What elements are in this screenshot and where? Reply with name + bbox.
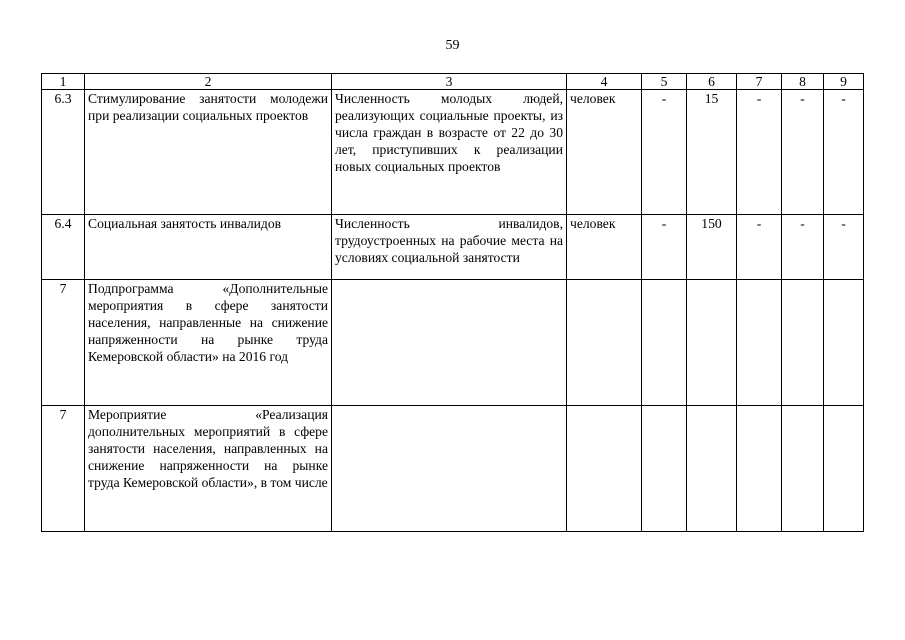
value-cell-5	[642, 406, 687, 532]
row-number-cell: 6.3	[42, 90, 85, 215]
table-row	[42, 406, 864, 532]
indicator-cell	[332, 280, 567, 406]
indicator-cell: Численность инвалидов, трудоустроенных на рабочие места на условиях социальной занятости	[332, 215, 567, 280]
measure-name-cell: Стимулирование занятости молодежи при реализации социальных проектов	[85, 90, 332, 215]
unit-cell	[567, 406, 642, 532]
row-number-cell: 7	[42, 280, 85, 406]
value-cell-5	[642, 280, 687, 406]
measure-name-cell: Социальная занятость инвалидов	[85, 215, 332, 280]
value-cell-8	[782, 280, 824, 406]
column-header: 2	[85, 74, 332, 90]
value-cell-7: -	[737, 90, 782, 215]
indicator-cell: Численность молодых людей, реализующих социальные проекты, из числа граждан в возрасте от 22 до 30 лет, приступивших к реализации новых социальных проектов	[332, 90, 567, 215]
value-cell-9: -	[824, 90, 864, 215]
column-header: 9	[824, 74, 864, 90]
measure-name-cell: Мероприятие «Реализация дополнительных мероприятий в сфере занятости населения, направленных на снижение напряженности на рынке труда Кемеровской области», в том числе	[85, 406, 332, 532]
value-cell-5: -	[642, 90, 687, 215]
column-header: 4	[567, 74, 642, 90]
value-cell-6	[687, 280, 737, 406]
table-row	[42, 215, 864, 280]
value-cell-6: 150	[687, 215, 737, 280]
unit-cell: человек	[567, 90, 642, 215]
value-cell-9: -	[824, 215, 864, 280]
column-header: 5	[642, 74, 687, 90]
measure-name-cell: Подпрограмма «Дополнительные мероприятия в сфере занятости населения, направленные на снижение напряженности на рынке труда Кемеровской области» на 2016 год	[85, 280, 332, 406]
column-header: 6	[687, 74, 737, 90]
indicator-cell	[332, 406, 567, 532]
value-cell-7: -	[737, 215, 782, 280]
value-cell-9	[824, 280, 864, 406]
value-cell-8: -	[782, 90, 824, 215]
value-cell-8: -	[782, 215, 824, 280]
row-number-cell: 6.4	[42, 215, 85, 280]
value-cell-8	[782, 406, 824, 532]
value-cell-9	[824, 406, 864, 532]
unit-cell	[567, 280, 642, 406]
page-number: 59	[445, 38, 460, 53]
table-header-row	[42, 74, 864, 90]
value-cell-6	[687, 406, 737, 532]
value-cell-7	[737, 280, 782, 406]
column-header: 8	[782, 74, 824, 90]
column-header: 1	[42, 74, 85, 90]
column-header: 3	[332, 74, 567, 90]
table-row	[42, 90, 864, 215]
table-row	[42, 280, 864, 406]
value-cell-7	[737, 406, 782, 532]
indicator-table	[41, 73, 864, 532]
value-cell-6: 15	[687, 90, 737, 215]
unit-cell: человек	[567, 215, 642, 280]
value-cell-5: -	[642, 215, 687, 280]
row-number-cell: 7	[42, 406, 85, 532]
column-header: 7	[737, 74, 782, 90]
